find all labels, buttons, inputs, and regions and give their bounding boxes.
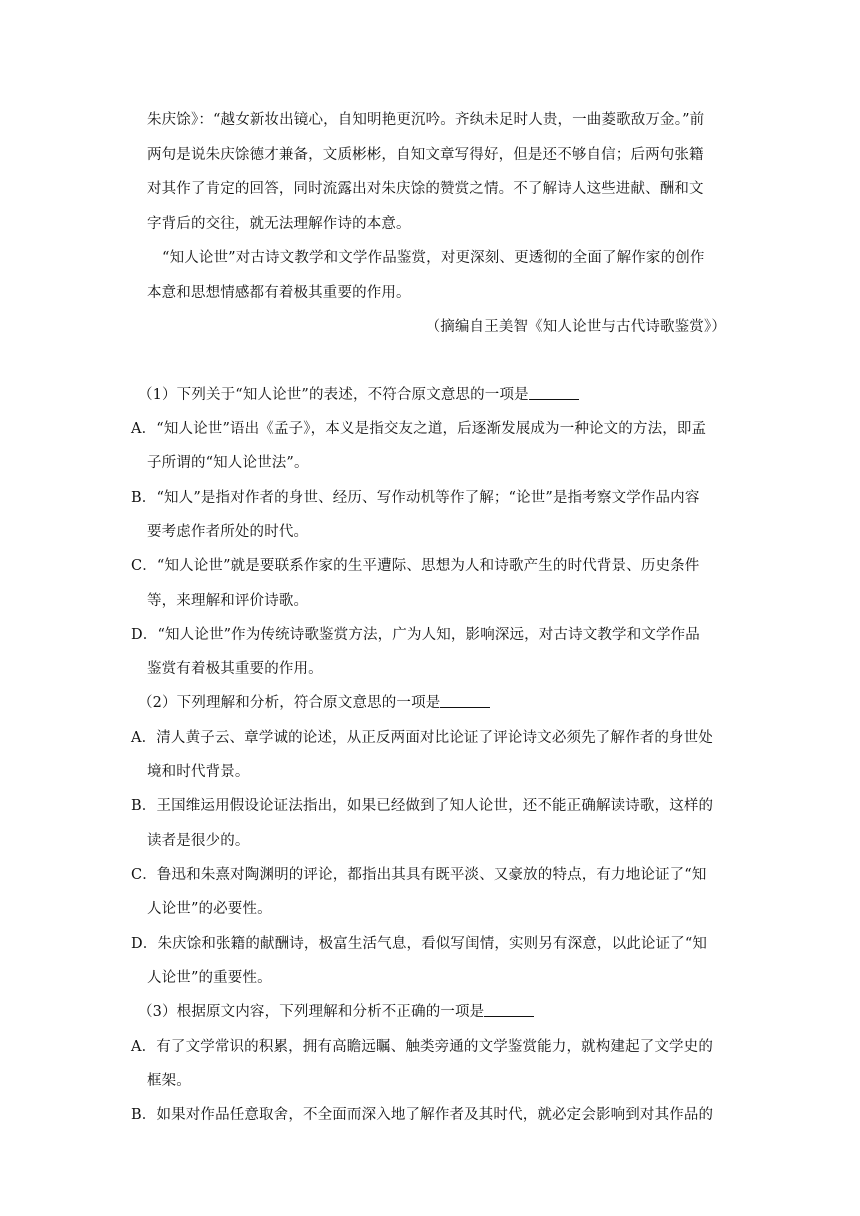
option-label: B． [131,798,157,814]
option-line [131,556,699,576]
option-line [131,796,713,816]
option-text: 有了文学常识的积累，拥有高瞻远瞩、触类旁通的文学鉴赏能力，就构建起了文学史的 [156,1039,713,1055]
option-text-cont: 读者是很少的。 [147,833,250,849]
option-text-cont: 人论世”的重要性。 [147,970,272,986]
option-line [131,934,707,954]
option-line [131,1037,713,1057]
option-text: 朱庆馀和张籍的献酬诗，极富生活气息，看似写闺情，实则另有深意，以此论证了“知 [157,936,708,952]
option-text: “知人”是指对作者的身世、经历、写作动机等作了解；“论世”是指考察文学作品内容 [156,490,700,506]
option-text: “知人论世”就是要联系作家的生平遭际、思想为人和诗歌产生的时代背景、历史条件 [156,558,700,574]
passage-line: 两句是说朱庆馀德才兼备，文质彬彬，自知文章写得好，但是还不够自信；后两句张籍 [147,147,704,163]
passage-line: 字背后的交往，就无法理解作诗的本意。 [147,216,411,232]
option-text-cont: 框架。 [147,1073,191,1089]
option-text: “知人论世”作为传统诗歌鉴赏方法，广为人知，影响深远，对古诗文教学和文学作品 [157,627,700,643]
option-text: 如果对作品任意取舍，不全面而深入地了解作者及其时代，就必定会影响到对其作品的 [156,1107,714,1123]
option-line [131,1105,713,1125]
option-text-cont: 等，来理解和评价诗歌。 [147,593,309,609]
option-line [131,625,700,645]
option-label: D． [131,627,158,643]
option-label: B． [131,490,157,506]
option-line [131,865,707,885]
answer-blank[interactable] [484,1002,534,1017]
option-label: D． [131,936,158,952]
question-stem: （3）根据原文内容，下列理解和分析不正确的一项是 [138,1002,534,1022]
option-label: B． [131,1107,157,1123]
option-line [131,488,699,508]
answer-blank[interactable] [440,693,490,708]
passage-line: 朱庆馀》：“越女新妆出镜心，自知明艳更沉吟。齐纨未足时人贵，一曲菱歌敌万金。”前 [147,112,705,128]
option-label: A． [131,421,157,437]
option-text: 鲁迅和朱熹对陶渊明的评论，都指出其具有既平淡、又豪放的特点，有力地论证了“知 [156,867,707,883]
option-text-cont: 要考虑作者所处的时代。 [147,524,309,540]
question-stem: （2）下列理解和分析，符合原文意思的一项是 [138,693,490,713]
option-text: “知人论世”语出《孟子》，本义是指交友之道，后逐渐发展成为一种论文的方法，即孟 [156,421,707,437]
option-text-cont: 子所谓的“知人论世法”。 [147,455,309,471]
option-text: 王国维运用假设论证法指出，如果已经做到了知人论世，还不能正确解读诗歌，这样的 [156,798,714,814]
passage-line: 本意和思想情感都有着极其重要的作用。 [147,285,411,301]
answer-blank[interactable] [529,385,579,400]
option-line [131,419,706,439]
option-text: 清人黄子云、章学诚的论述，从正反两面对比论证了评论诗文必须先了解作者的身世处 [156,730,713,746]
option-label: A． [131,730,157,746]
source-attribution: （摘编自王美智《知人论世与古代诗歌鉴赏》） [425,319,726,335]
option-label: C． [131,558,157,574]
passage-line: “知人论世”对古诗文教学和文学作品鉴赏，对更深刻、更透彻的全面了解作家的创作 [162,250,705,266]
option-text-cont: 鉴赏有着极其重要的作用。 [147,661,323,677]
option-text-cont: 境和时代背景。 [147,764,250,780]
passage-line: 对其作了肯定的回答，同时流露出对朱庆馀的赞赏之情。不了解诗人这些进献、酬和文 [147,181,704,197]
question-stem: （1）下列关于“知人论世”的表述，不符合原文意思的一项是 [138,385,579,405]
option-label: C． [131,867,157,883]
option-label: A． [131,1039,157,1055]
option-text-cont: 人论世”的必要性。 [147,901,272,917]
option-line [131,728,713,748]
